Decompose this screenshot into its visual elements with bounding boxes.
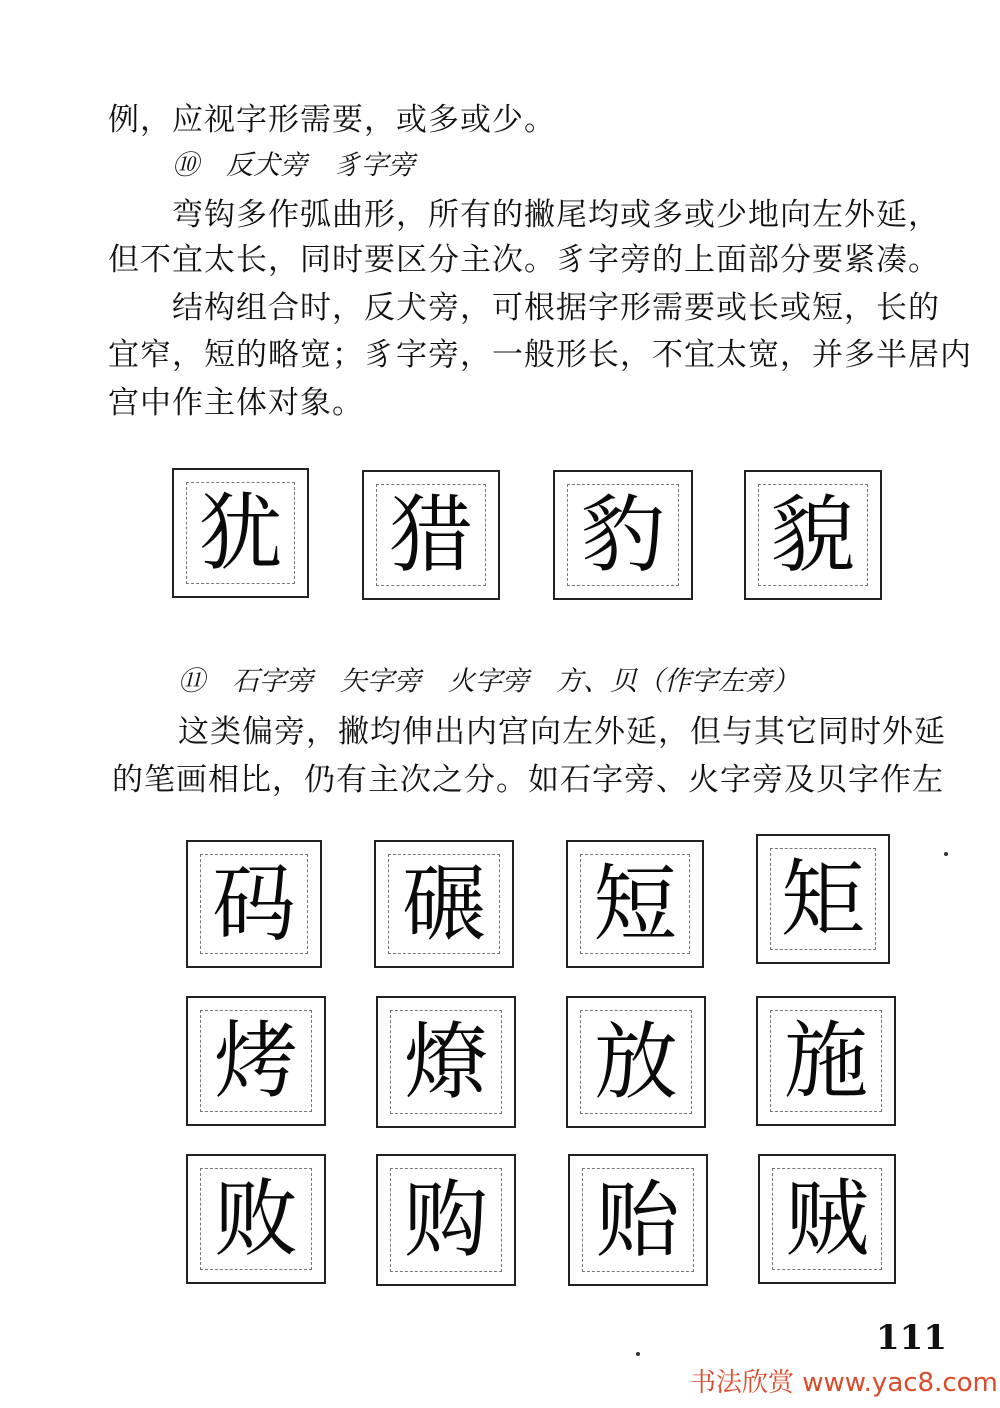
char-box — [566, 996, 706, 1128]
section-heading-11: ⑪ 石字旁 矢字旁 火字旁 方、贝（作字左旁） — [178, 666, 799, 697]
paragraph-line: 宫中作主体对象。 — [108, 385, 364, 421]
char-glyph: 施 — [783, 1012, 868, 1110]
char-glyph: 贼 — [784, 1170, 869, 1268]
char-glyph: 貌 — [770, 486, 855, 584]
paragraph-line: 宜窄，短的略宽；豸字旁，一般形长，不宜太宽，并多半居内 — [108, 337, 972, 373]
char-box — [756, 996, 896, 1126]
char-glyph: 放 — [593, 1013, 678, 1111]
char-box — [553, 470, 693, 600]
paragraph-line: 的笔画相比，仍有主次之分。如石字旁、火字旁及贝字作左 — [112, 762, 944, 798]
speck — [944, 852, 948, 856]
char-glyph: 燎 — [403, 1013, 488, 1111]
char-box — [376, 1154, 516, 1286]
char-box — [362, 470, 500, 600]
char-box — [186, 1154, 326, 1284]
section-heading-10: ⑩ 反犬旁 豸字旁 — [172, 150, 415, 181]
char-glyph: 败 — [213, 1170, 298, 1268]
char-glyph: 碾 — [401, 855, 486, 953]
char-glyph: 短 — [592, 855, 677, 953]
char-box — [186, 840, 322, 968]
char-box — [172, 468, 309, 598]
char-box — [376, 996, 516, 1128]
char-glyph: 贻 — [595, 1171, 680, 1269]
char-glyph: 豹 — [580, 486, 665, 584]
paragraph-line: 结构组合时，反犬旁，可根据字形需要或长或短，长的 — [172, 290, 940, 326]
char-box — [756, 834, 890, 964]
paragraph-line: 这类偏旁，撇均伸出内宫向左外延，但与其它同时外延 — [178, 714, 946, 750]
char-glyph: 购 — [403, 1171, 488, 1269]
char-box — [566, 840, 704, 968]
char-box — [758, 1154, 896, 1284]
char-glyph: 码 — [211, 855, 296, 953]
speck — [636, 1352, 640, 1356]
char-glyph: 矩 — [780, 850, 865, 948]
char-box — [568, 1154, 708, 1286]
char-box — [374, 840, 514, 968]
char-box — [186, 996, 326, 1126]
page-number: 111 — [876, 1318, 947, 1358]
char-glyph: 犹 — [198, 484, 283, 582]
char-glyph: 烤 — [213, 1012, 298, 1110]
char-box — [744, 470, 882, 600]
paragraph-line: 例，应视字形需要，或多或少。 — [108, 102, 556, 138]
char-glyph: 猎 — [388, 486, 473, 584]
paragraph-line: 弯钩多作弧曲形，所有的撇尾均或多或少地向左外延， — [172, 197, 940, 233]
paragraph-line: 但不宜太长，同时要区分主次。豸字旁的上面部分要紧凑。 — [108, 242, 940, 278]
site-watermark: 书法欣赏 www.yac8.com — [690, 1368, 998, 1398]
